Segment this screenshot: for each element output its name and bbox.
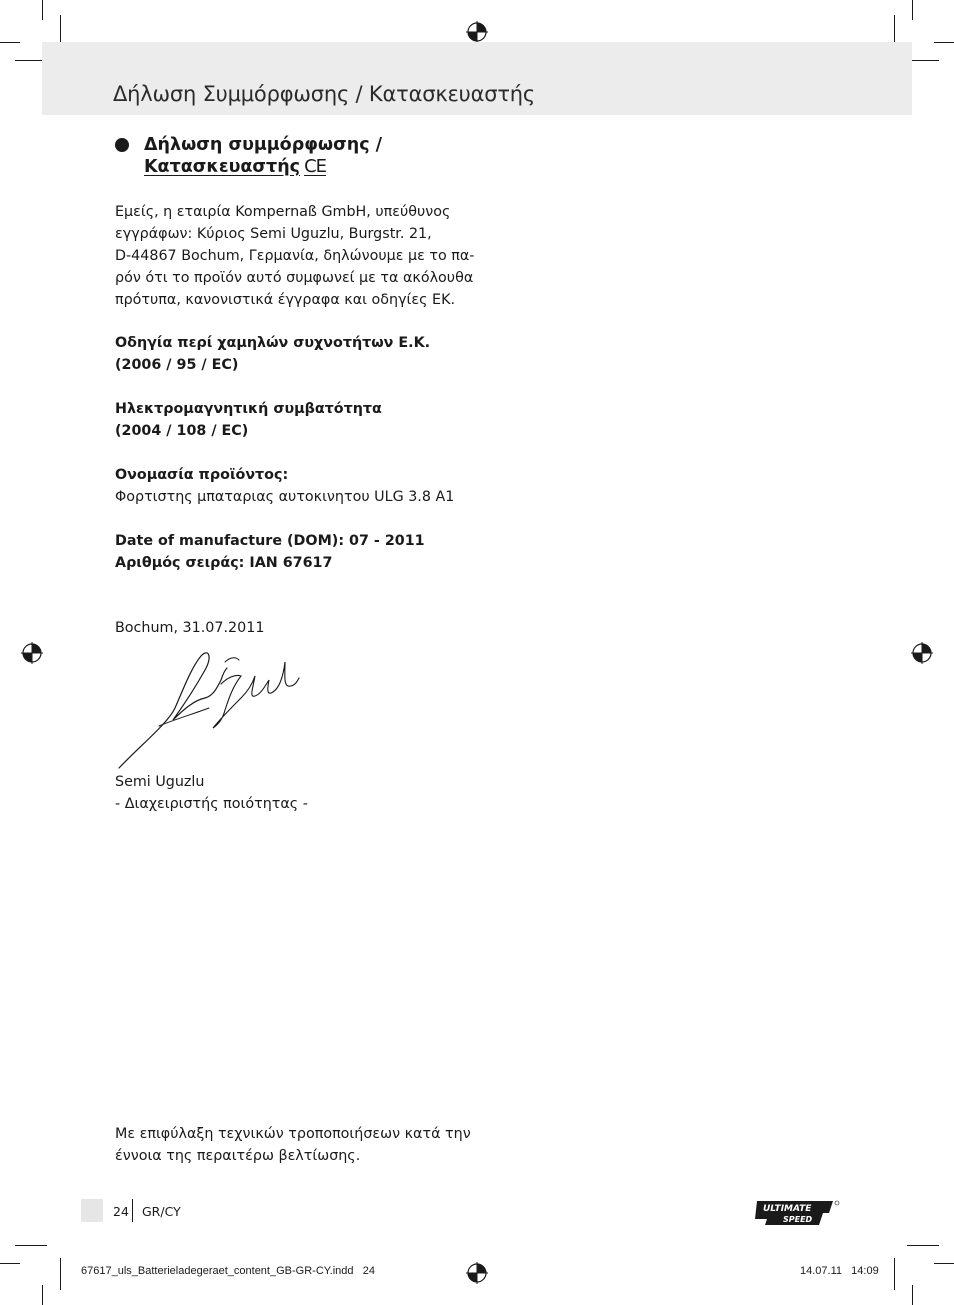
footer-separator: [132, 1199, 133, 1222]
language-code: GR/CY: [142, 1204, 181, 1219]
crop-mark: [42, 1285, 43, 1305]
directive-line: Ηλεκτρομαγνητική συμβατότητα: [115, 401, 382, 417]
intro-line: εγγράφων: Κύριος Semi Uguzlu, Burgstr. 21,: [115, 226, 432, 242]
signatory: [115, 771, 308, 815]
manufacture-info: [115, 530, 425, 574]
signatory-name: Semi Uguzlu: [115, 774, 205, 790]
intro-line: πρότυπα, κανονιστικά έγγραφα και οδηγίες ΕΚ.: [115, 292, 455, 308]
section-heading-line1: Δήλωση συμμόρφωσης /: [144, 135, 383, 155]
page-number: 24: [113, 1204, 129, 1219]
registration-mark-icon: [466, 21, 488, 43]
intro-line: D-44867 Bochum, Γερμανία, δηλώνουμε με το πα-: [115, 248, 475, 264]
crop-mark: [15, 1245, 47, 1246]
directive-line: (2004 / 108 / EC): [115, 423, 249, 439]
page-title: Δήλωση Συμμόρφωσης / Κατασκευαστής: [113, 82, 536, 106]
disclaimer-line: έννοια της περαιτέρω βελτίωσης.: [115, 1148, 361, 1164]
registration-mark-icon: [21, 642, 43, 664]
crop-mark: [0, 1263, 20, 1264]
section-heading: [115, 134, 535, 178]
signatory-title: - Διαχειριστής ποιότητας -: [115, 796, 308, 812]
footer-page-box: [81, 1199, 103, 1222]
emc-directive: [115, 398, 382, 442]
crop-mark: [934, 1263, 954, 1264]
product-designation: [115, 464, 454, 508]
intro-line: Εμείς, η εταιρία Kompernaß GmbH, υπεύθυνος: [115, 204, 451, 220]
crop-mark: [60, 1258, 61, 1290]
crop-mark: [912, 1285, 913, 1305]
crop-mark: [894, 1258, 895, 1290]
disclaimer: [115, 1123, 471, 1167]
logo-text-bottom: SPEED: [783, 1215, 813, 1224]
print-slug-file: 67617_uls_Batterieladegeraet_content_GB-GR-CY.indd 24: [81, 1265, 375, 1277]
crop-mark: [912, 0, 913, 20]
section-heading-line2: [144, 156, 535, 178]
registration-mark-icon: [466, 1262, 488, 1284]
ce-mark-icon: CE: [304, 156, 327, 177]
disclaimer-line: Με επιφύλαξη τεχνικών τροποποιήσεων κατά την: [115, 1126, 471, 1142]
serial-number: Αριθμός σειράς: IAN 67617: [115, 555, 333, 571]
manufacture-date: Date of manufacture (DOM): 07 - 2011: [115, 533, 425, 549]
bullet-icon: [115, 138, 129, 152]
signature-image: [113, 648, 303, 773]
directive-line: Οδηγία περί χαμηλών συχνοτήτων E.K.: [115, 335, 431, 351]
crop-mark: [0, 42, 20, 43]
print-slug-timestamp: 14.07.11 14:09: [800, 1265, 879, 1277]
crop-mark: [907, 1245, 939, 1246]
crop-mark: [934, 42, 954, 43]
directive-line: (2006 / 95 / EC): [115, 357, 239, 373]
low-voltage-directive: [115, 332, 430, 376]
registration-mark-icon: [911, 642, 933, 664]
ultimate-speed-logo-icon: [753, 1199, 841, 1227]
product-label: Ονομασία προϊόντος:: [115, 467, 289, 483]
crop-mark: [42, 0, 43, 20]
place-date: Bochum, 31.07.2011: [115, 620, 265, 636]
logo-text-top: ULTIMATE: [763, 1204, 812, 1214]
intro-line: ρόν ότι το προϊόν αυτό συμφωνεί με τα ακόλουθα: [115, 270, 474, 286]
section-heading-text: Κατασκευαστής: [144, 157, 301, 177]
product-name: Φορτιστης μπαταριας αυτοκινητου ULG 3.8 A1: [115, 489, 455, 505]
intro-paragraph: [115, 201, 474, 311]
